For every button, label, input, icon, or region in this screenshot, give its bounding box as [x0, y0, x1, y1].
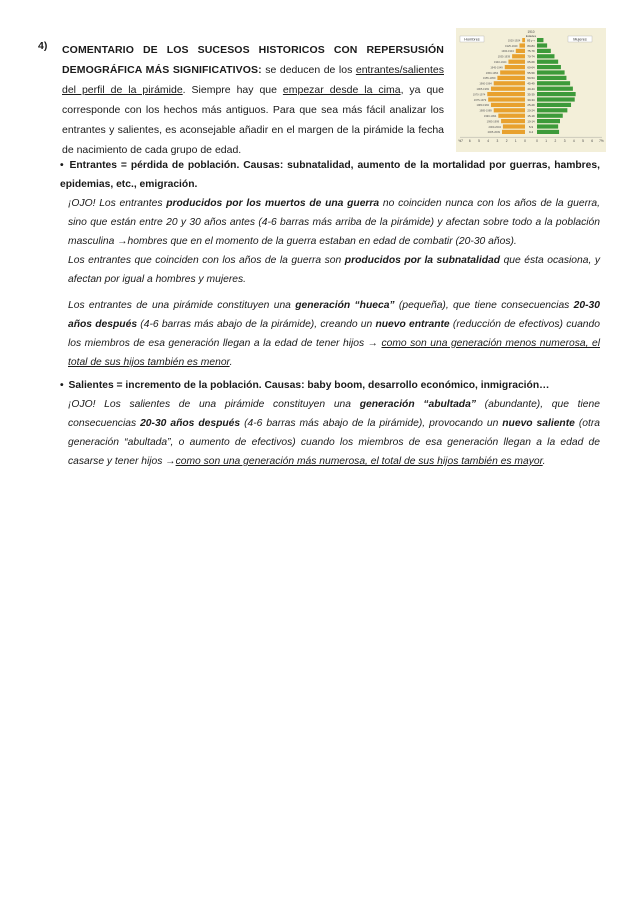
pyramid-age-label: 75-79 — [527, 49, 535, 54]
intro-paragraph — [62, 40, 444, 160]
pyramid-bar-men — [503, 124, 525, 128]
pyramid-axis-tick-left: 0 — [524, 139, 526, 144]
intro-title: COMENTARIO DE LOS SUCESOS HISTORICOS CON REPERSUSIÓN DEMOGRÁFICA MÁS SIGNIFICATIVOS: — [62, 44, 444, 76]
pyramid-bar-women — [537, 114, 563, 118]
arrow-right-icon: → — [165, 456, 176, 467]
pyramid-top-year: 1910 — [527, 30, 535, 34]
salientes-heading-text: Salientes = incremento de la población. Causas: baby boom, desarrollo económico, inmigración… — [68, 380, 550, 391]
intro-text-3: , ya que corresponde con los hechos más antiguos. Para que sea más fácil analizar los entrantes y salientes, es aconsejable añadir en el margen de la pirámide la fecha de nacimiento de cada grupo de edad. — [62, 84, 444, 156]
pyramid-bar-men — [491, 87, 525, 91]
pyramid-age-label: 25-29 — [527, 103, 535, 108]
pyramid-bar-men — [502, 130, 525, 134]
pyramid-birth-year-label: 1970-1974 — [472, 93, 486, 97]
pyramid-bar-women — [537, 103, 571, 107]
intro-text-2: . Siempre hay que — [182, 84, 283, 96]
pyramid-axis-tick-right: 7% — [599, 139, 604, 144]
pyramid-birth-year-label: 2005-2009 — [487, 131, 500, 135]
pyramid-birth-year-label: 1950-1954 — [485, 71, 499, 75]
pyramid-axis-tick-right: 6 — [591, 139, 594, 144]
pyramid-birth-year-label: 1930-1934 — [501, 50, 514, 54]
pyramid-bar-men — [516, 49, 525, 53]
pyramid-axis-tick-right: 0 — [536, 139, 538, 144]
entrantes-heading-text: Entrantes = pérdida de población. Causas: subnatalidad, aumento de la mortalidad por guerras, hambres, epidemias, etc., emigración. — [60, 160, 600, 190]
population-pyramid-figure — [456, 28, 606, 152]
pyramid-birth-year-label: 1990-1994 — [483, 115, 497, 118]
item-number: 4) — [38, 40, 48, 52]
pyramid-bar-women — [537, 54, 554, 58]
pyramid-axis-tick-left: 5 — [478, 139, 480, 144]
legend-women-label: Mujeres — [573, 37, 587, 42]
salientes-paragraph-1: ¡OJO! Los salientes de una pirámide constituyen una generación “abultada” (abundante), que tiene consecuencias 20-30 años después (4-6 barras más abajo de la pirámide), provocando un nuevo saliente (otra generación “abultada”, o aumento de efectivos) cuando los miembros de esa generación llegan a la edad de casarse y tener hijos →como son una generación más numerosa, el total de sus hijos también es mayor. — [68, 399, 601, 467]
pyramid-bar-men — [491, 103, 525, 107]
pyramid-birth-year-label: 1965-1969 — [476, 88, 489, 91]
pyramid-bar-men — [500, 70, 525, 74]
pyramid-axis-tick-left: 4 — [487, 139, 490, 144]
pyramid-age-label: 55-59 — [527, 70, 535, 75]
pyramid-axis-tick-left: 3 — [496, 139, 499, 144]
pyramid-axis-tick-left: %7 — [458, 139, 463, 144]
intro-text-1: se deducen de los — [261, 64, 356, 76]
pyramid-age-label: 5-9 — [528, 124, 534, 129]
pyramid-bar-women — [537, 49, 551, 53]
pyramid-birth-year-label: 1995-1999 — [486, 120, 500, 124]
pyramid-birth-year-label: 1960-1964 — [479, 82, 492, 86]
pyramid-birth-year-label: 1920-1924 — [507, 39, 521, 43]
pyramid-bar-women — [537, 124, 558, 128]
arrow-right-icon: → — [117, 236, 128, 247]
pyramid-bar-women — [537, 130, 559, 134]
pyramid-birth-year-label: 1985-1989 — [479, 109, 492, 113]
pyramid-axis-tick-right: 1 — [545, 139, 548, 144]
pyramid-bar-women — [537, 119, 560, 123]
pyramid-axis-tick-left: 6 — [468, 139, 471, 144]
pyramid-age-label: 85 y + — [527, 38, 535, 43]
entrantes-paragraph-3: Los entrantes de una pirámide constituyen una generación “hueca” (pequeña), que tiene consecuencias 20-30 años después (4-6 barras más abajo de la pirámide), creando un nuevo entrante (reducción de efectivos) cuando los miembros de esa generación llegan a la edad de tener hijos → como son una generación menos numerosa, el total de sus hijos también es menor. — [68, 300, 601, 368]
pyramid-birth-year-label: 1940-1944 — [494, 61, 507, 64]
pyramid-age-label: 65-69 — [527, 60, 535, 64]
entrantes-paragraph-2: Los entrantes que coinciden con los años de la guerra son producidos por la subnatalidad que ésta ocasiona, y afectan por igual a hombres y mujeres. — [68, 255, 600, 285]
pyramid-bar-men — [494, 108, 525, 112]
pyramid-axis-tick-right: 5 — [582, 139, 584, 144]
pyramid-age-label: 35-39 — [527, 92, 535, 97]
pyramid-age-header: Edades — [525, 34, 537, 38]
salientes-heading — [60, 376, 600, 395]
pyramid-birth-year-label: 1955-1959 — [482, 77, 496, 81]
arrow-right-icon: → — [367, 338, 378, 349]
pyramid-age-label: 15-19 — [527, 114, 535, 118]
pyramid-birth-year-label: 1980-1984 — [476, 104, 489, 108]
pyramid-age-label: 40-44 — [527, 87, 535, 91]
pyramid-bar-women — [537, 65, 561, 69]
pyramid-bar-men — [512, 54, 525, 58]
pyramid-age-label: 50-54 — [527, 76, 535, 81]
pyramid-birth-year-label: 1925-1929 — [505, 44, 518, 48]
pyramid-age-label: 60-64 — [527, 65, 535, 70]
pyramid-bar-men — [487, 92, 525, 96]
pyramid-bar-women — [537, 43, 547, 47]
pyramid-bar-men — [494, 81, 525, 85]
pyramid-bar-women — [537, 70, 565, 74]
pyramid-birth-year-label: 2000-2004 — [488, 125, 501, 129]
legend-men-label: Hombres — [464, 37, 480, 42]
pyramid-axis-tick-right: 4 — [572, 139, 575, 144]
pyramid-bar-men — [498, 114, 525, 118]
pyramid-bar-women — [537, 76, 566, 80]
pyramid-age-label: 70-74 — [527, 54, 535, 59]
entrantes-heading — [60, 156, 600, 194]
pyramid-bar-men — [508, 60, 525, 64]
pyramid-axis-tick-right: 3 — [563, 139, 566, 144]
pyramid-birth-year-label: 1975-1979 — [473, 98, 487, 102]
bullet-icon: • — [60, 380, 64, 391]
pyramid-age-label: 45-49 — [527, 81, 535, 86]
pyramid-bar-women — [537, 87, 573, 91]
bullet-icon: • — [60, 160, 64, 171]
pyramid-bar-women — [537, 97, 575, 101]
pyramid-bar-women — [537, 38, 543, 42]
pyramid-bar-men — [505, 65, 525, 69]
pyramid-bar-women — [537, 60, 558, 64]
pyramid-bar-women — [537, 108, 567, 112]
pyramid-bar-men — [519, 43, 525, 47]
pyramid-age-label: 10-14 — [527, 119, 535, 124]
pyramid-bar-women — [537, 92, 576, 96]
pyramid-axis-tick-left: 1 — [514, 139, 517, 144]
pyramid-axis-tick-left: 2 — [505, 139, 508, 144]
pyramid-axis-tick-right: 2 — [554, 139, 557, 144]
pyramid-bar-men — [501, 119, 525, 123]
pyramid-birth-year-label: 1945-1949 — [490, 66, 503, 70]
pyramid-bar-men — [488, 97, 525, 101]
pyramid-age-label: 30-34 — [527, 97, 535, 102]
pyramid-bar-men — [497, 76, 525, 80]
pyramid-age-label: 20-24 — [527, 108, 535, 113]
pyramid-age-label: 80-84 — [527, 43, 535, 48]
pyramid-age-label: 0-4 — [528, 130, 534, 135]
intro-underline-1: entrantes/salientes del perfil de la pirámide — [62, 64, 444, 96]
entrantes-section — [60, 156, 600, 372]
pyramid-birth-year-label: 1935-1939 — [497, 55, 511, 59]
intro-underline-2: empezar desde la cima — [282, 84, 401, 96]
entrantes-paragraph-1: ¡OJO! Los entrantes producidos por los muertos de una guerra no coinciden nunca con los años de la guerra, sino que están entre 20 y 30 años antes (4-6 barras más arriba de la pirámide) y afectan sobre todo a la población masculina →hombres que en el momento de la guerra estaban en edad de combatir (20-30 años). — [68, 198, 601, 247]
pyramid-bar-men — [522, 38, 525, 42]
salientes-section — [60, 376, 600, 471]
pyramid-bar-women — [537, 81, 570, 85]
